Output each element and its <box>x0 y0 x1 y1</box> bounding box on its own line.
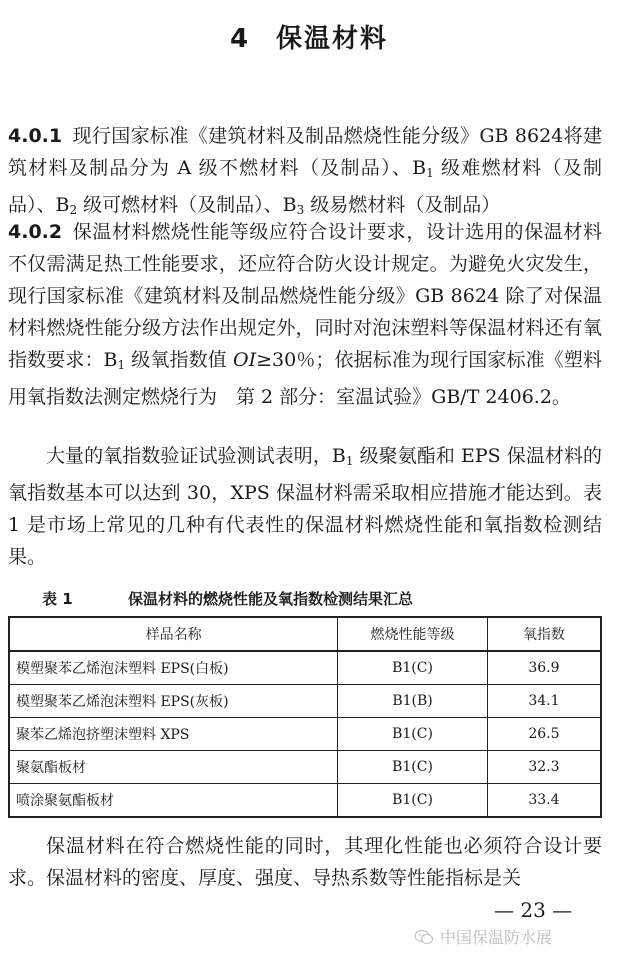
watermark-text: 中国保温防水展 <box>440 928 553 947</box>
subscript: 3 <box>296 203 305 217</box>
oi-symbol: OI <box>233 349 257 371</box>
sample-name-cell: 喷涂聚氨酯板材 <box>9 784 338 818</box>
fire-rating-cell: B1(B) <box>338 685 488 718</box>
chapter-title <box>0 18 618 55</box>
oxygen-index-cell: 36.9 <box>487 651 601 685</box>
clause-4-0-1 <box>8 120 602 226</box>
clause-text: 级可燃材料（及制品）、B <box>77 194 297 216</box>
sample-name-cell: 模塑聚苯乙烯泡沫塑料 EPS(白板) <box>9 651 338 685</box>
sample-name-cell: 聚苯乙烯泡挤塑沫塑料 XPS <box>9 718 338 751</box>
paragraph-text: 保温材料在符合燃烧性能的同时，其理化性能也必须符合设计要求。保温材料的密度、厚度、强度、导热系数等性能指标是关 <box>8 835 602 889</box>
table-row <box>9 751 601 784</box>
clause-text: 现行国家标准《建筑材料及制品燃烧性能分级》GB 8624将建筑材料及制品分为 A 级不燃材料（及制品）、B <box>8 125 602 179</box>
oxygen-index-cell: 26.5 <box>487 718 601 751</box>
page-number: — 23 — <box>494 898 573 922</box>
subscript: 1 <box>345 454 354 468</box>
header-fire-rating: 燃烧性能等级 <box>338 617 488 651</box>
table-caption <box>42 588 602 609</box>
clause-text: 保温材料燃烧性能等级应符合设计要求，设计选用的保温材料不仅需满足热工性能要求，还应符合防火设计规定。为避免火灾发生，现行国家标准《建筑材料及制品燃烧性能分级》GB 8624 除了对保温材料燃烧性能分级方法作出规定外，同时对泡沫塑料等保温材料还有氧指数要求：B <box>8 221 602 371</box>
paragraph-test-results <box>8 440 602 573</box>
paragraph-text: 大量的氧指数验证试验测试表明，B <box>46 445 346 467</box>
clause-text: 级氧指数值 <box>125 349 234 371</box>
header-sample-name: 样品名称 <box>9 617 338 651</box>
header-oxygen-index: 氧指数 <box>487 617 601 651</box>
oxygen-index-cell: 32.3 <box>487 751 601 784</box>
table-header-row <box>9 617 601 651</box>
wechat-icon <box>414 929 434 945</box>
clause-number: 4.0.2 <box>8 221 63 243</box>
results-table <box>8 616 602 818</box>
fire-rating-cell: B1(C) <box>338 651 488 685</box>
clause-number: 4.0.1 <box>8 125 63 147</box>
watermark <box>414 925 552 948</box>
sample-name-cell: 模塑聚苯乙烯泡沫塑料 EPS(灰板) <box>9 685 338 718</box>
sample-name-cell: 聚氨酯板材 <box>9 751 338 784</box>
fire-rating-cell: B1(C) <box>338 784 488 818</box>
subscript: 2 <box>69 203 78 217</box>
clause-text: 级难燃材料（及制品）、B <box>8 157 602 216</box>
table-row <box>9 718 601 751</box>
chapter-number: 4 <box>229 24 251 54</box>
paragraph-text: 级聚氨酯和 EPS 保温材料的氧指数基本可以达到 30，XPS 保温材料需采取相应措施才能达到。表 1 是市场上常见的几种有代表性的保温材料燃烧性能和氧指数检测结果。 <box>8 445 602 568</box>
table-row <box>9 784 601 818</box>
table-number: 表 1 <box>42 590 73 608</box>
fire-rating-cell: B1(C) <box>338 751 488 784</box>
clause-4-0-2 <box>8 216 602 413</box>
oxygen-index-cell: 33.4 <box>487 784 601 818</box>
table-title: 保温材料的燃烧性能及氧指数检测结果汇总 <box>128 590 414 608</box>
table-row <box>9 685 601 718</box>
fire-rating-cell: B1(C) <box>338 718 488 751</box>
subscript: 1 <box>117 358 126 372</box>
table-row <box>9 651 601 685</box>
paragraph-requirements <box>8 830 602 894</box>
chapter-heading: 保温材料 <box>276 24 389 54</box>
subscript: 1 <box>426 166 434 180</box>
clause-text: ≥30％；依据标准为现行国家标准《塑料用氧指数法测定燃烧行为 第 2 部分：室温试验》GB/T 2406.2。 <box>8 349 602 408</box>
clause-text: 级易燃材料（及制品） <box>304 194 501 216</box>
oxygen-index-cell: 34.1 <box>487 685 601 718</box>
